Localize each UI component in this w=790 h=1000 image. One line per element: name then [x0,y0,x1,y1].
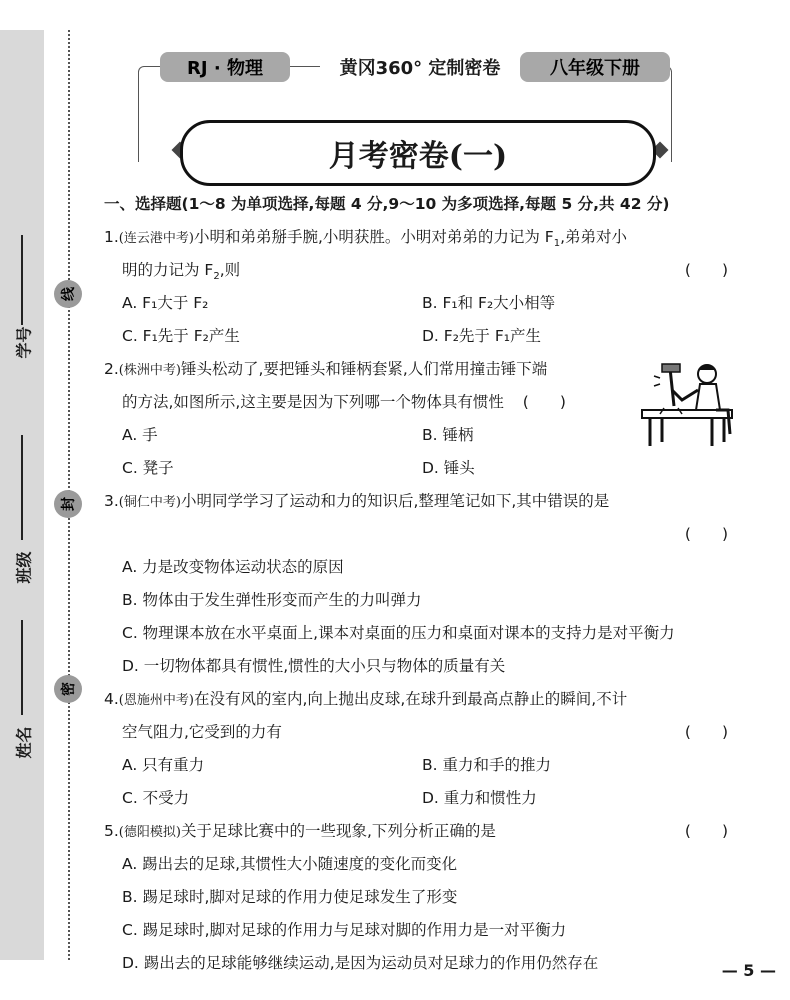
option-d[interactable]: D. 锤头 [422,459,475,477]
question-3: 3.(铜仁中考)小明同学学习了运动和力的知识后,整理笔记如下,其中错误的是 [104,492,610,510]
question-4: 4.(恩施州中考)在没有风的室内,向上抛出皮球,在球升到最高点静止的瞬间,不计 [104,690,628,708]
question-1: 1.(连云港中考)小明和弟弟掰手腕,小明获胜。小明对弟弟的力记为 $F_1$,弟弟对小 [104,228,628,250]
option-b[interactable]: B. 踢足球时,脚对足球的作用力使足球发生了形变 [122,888,458,906]
option-b[interactable]: B. 重力和手的推力 [422,756,551,774]
hammer-illustration-icon [632,360,742,450]
option-d[interactable]: D. F₂先于 F₁产生 [422,327,541,345]
class-label: 班级 [14,551,34,584]
page-number: — 5 — [721,961,776,980]
question-source: (德阳模拟) [118,825,181,840]
question-source: (连云港中考) [118,231,194,246]
option-b[interactable]: B. 锤柄 [422,426,474,444]
option-c[interactable]: C. 物理课本放在水平桌面上,课本对桌面的压力和桌面对课本的支持力是对平衡力 [122,624,675,642]
option-d[interactable]: D. 踢出去的足球能够继续运动,是因为运动员对足球力的作用仍然存在 [122,954,599,972]
option-a[interactable]: A. 力是改变物体运动状态的原因 [122,558,344,576]
answer-blank[interactable]: ( ) [684,822,728,840]
question-2-cont: 的方法,如图所示,这主要是因为下列哪一个物体具有惯性 ( ) [122,393,566,411]
question-4-cont: 空气阻力,它受到的力有 ( ) [104,716,734,749]
binding-strip [0,30,44,960]
name-label: 姓名 [14,726,34,759]
question-5: 5.(德阳模拟)关于足球比赛中的一些现象,下列分析正确的是 ( ) [104,815,734,848]
option-c[interactable]: C. 不受力 [122,789,190,807]
option-d[interactable]: D. 重力和惯性力 [422,789,537,807]
option-a[interactable]: A. 只有重力 [122,756,205,774]
name-line [21,620,23,715]
series-name: 黄冈360° 定制密卷 [320,52,520,82]
question-source: (恩施州中考) [118,693,194,708]
student-id-line [21,235,23,325]
option-b[interactable]: B. F₁和 F₂大小相等 [422,294,556,312]
option-a[interactable]: A. F₁大于 F₂ [122,294,209,312]
option-d[interactable]: D. 一切物体都具有惯性,惯性的大小只与物体的质量有关 [122,657,506,675]
student-id-label: 学号 [14,326,34,359]
answer-blank[interactable]: ( ) [684,261,728,279]
seal-feng: 封 [54,490,82,518]
option-a[interactable]: A. 踢出去的足球,其惯性大小随速度的变化而变化 [122,855,458,873]
option-c[interactable]: C. F₁先于 F₂产生 [122,327,240,345]
option-c[interactable]: C. 踢足球时,脚对足球的作用力与足球对脚的作用力是一对平衡力 [122,921,567,939]
subject-badge: RJ · 物理 [160,52,290,82]
page-header [130,40,690,190]
answer-blank[interactable]: ( ) [684,525,728,543]
section-heading: 一、选择题(1～8 为单项选择,每题 4 分,9～10 为多项选择,每题 5 分,共 42 分) [104,195,670,213]
option-c[interactable]: C. 凳子 [122,459,174,477]
question-source: (铜仁中考) [118,495,181,510]
option-a[interactable]: A. 手 [122,426,158,444]
seal-xian: 线 [54,280,82,308]
page-title: 月考密卷(一) [180,120,656,186]
answer-blank[interactable]: ( ) [684,723,728,741]
class-line [21,435,23,540]
option-b[interactable]: B. 物体由于发生弹性形变而产生的力叫弹力 [122,591,422,609]
question-source: (株洲中考) [118,363,181,378]
grade-badge: 八年级下册 [520,52,670,82]
question-list [104,188,734,980]
question-2: 2.(株洲中考)锤头松动了,要把锤头和锤柄套紧,人们常用撞击锤下端 [104,360,548,378]
question-1-cont: 明的力记为 $F_2$,则 ( ) [104,254,734,287]
seal-mi: 密 [54,675,82,703]
answer-blank[interactable]: ( ) [522,393,566,411]
